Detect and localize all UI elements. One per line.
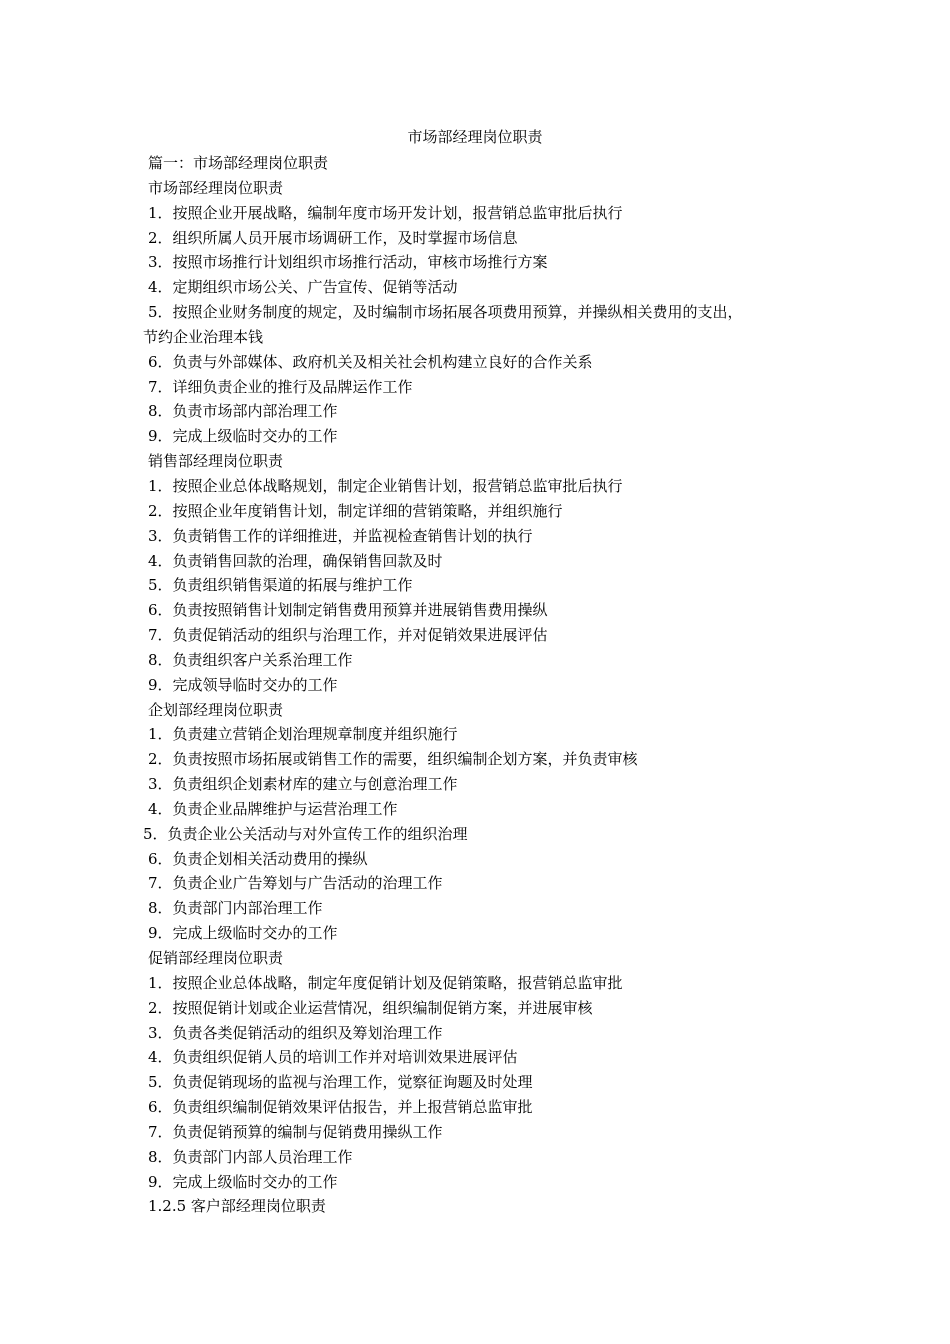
- list-item: 6．负责与外部媒体、政府机关及相关社会机构建立良好的合作关系: [148, 352, 593, 371]
- list-item: 6．负责组织编制促销效果评估报告，并上报营销总监审批: [148, 1098, 533, 1117]
- list-item: 1．负责建立营销企划治理规章制度并组织施行: [148, 725, 458, 744]
- list-item: 7．负责促销预算的编制与促销费用操纵工作: [148, 1122, 443, 1141]
- list-item: 5．负责企业公关活动与对外宣传工作的组织治理: [143, 824, 468, 843]
- section-heading-customer: 1.2.5 客户部经理岗位职责: [148, 1197, 326, 1216]
- section-heading-sales: 销售部经理岗位职责: [148, 452, 284, 471]
- section-heading-promotion: 促销部经理岗位职责: [148, 949, 284, 967]
- list-item: 4．负责组织促销人员的培训工作并对培训效果进展评估: [148, 1048, 518, 1067]
- list-item: 8．负责部门内部治理工作: [148, 899, 323, 918]
- list-item: 4．负责销售回款的治理，确保销售回款及时: [148, 551, 443, 570]
- list-item: 9．完成领导临时交办的工作: [148, 675, 338, 694]
- list-item: 8．负责市场部内部治理工作: [148, 402, 338, 421]
- list-item: 3．负责组织企划素材库的建立与创意治理工作: [148, 775, 458, 794]
- list-item: 7．负责促销活动的组织与治理工作，并对促销效果进展评估: [148, 626, 548, 645]
- list-item: 1．按照企业总体战略，制定年度促销计划及促销策略，报营销总监审批: [148, 973, 623, 992]
- list-item: 3．负责销售工作的详细推进，并监视检查销售计划的执行: [148, 526, 533, 545]
- document-title: 市场部经理岗位职责: [407, 128, 543, 146]
- list-item: 9．完成上级临时交办的工作: [148, 1172, 338, 1191]
- list-item: 8．负责组织客户关系治理工作: [148, 650, 353, 669]
- list-item: 8．负责部门内部人员治理工作: [148, 1147, 353, 1166]
- list-item: 5．负责促销现场的监视与治理工作，觉察征询题及时处理: [148, 1073, 533, 1092]
- list-item: 1．按照企业总体战略规划，制定企业销售计划，报营销总监审批后执行: [148, 476, 623, 495]
- list-item: 6．负责按照销售计划制定销售费用预算并进展销售费用操纵: [148, 601, 548, 620]
- list-item: 1．按照企业开展战略，编制年度市场开发计划，报营销总监审批后执行: [148, 203, 623, 222]
- list-item: 9．完成上级临时交办的工作: [148, 427, 338, 446]
- list-item-continuation: 节约企业治理本钱: [143, 327, 264, 346]
- list-item: 3．按照市场推行计划组织市场推行活动，审核市场推行方案: [148, 253, 548, 272]
- list-item: 2．按照企业年度销售计划，制定详细的营销策略，并组织施行: [148, 501, 563, 520]
- list-item: 5．负责组织销售渠道的拓展与维护工作: [148, 576, 413, 595]
- list-item: 7．详细负责企业的推行及品牌运作工作: [148, 377, 413, 396]
- list-item: 4．定期组织市场公关、广告宣传、促销等活动: [148, 278, 458, 297]
- list-item: 6．负责企划相关活动费用的操纵: [148, 849, 368, 868]
- list-item: 3．负责各类促销活动的组织及筹划治理工作: [148, 1023, 443, 1042]
- section-heading-marketing: 市场部经理岗位职责: [148, 178, 284, 197]
- heading-part-one: 篇一：市场部经理岗位职责: [148, 154, 329, 172]
- list-item: 2．组织所属人员开展市场调研工作，及时掌握市场信息: [148, 228, 518, 247]
- list-item: 2．按照促销计划或企业运营情况，组织编制促销方案，并进展审核: [148, 998, 593, 1017]
- list-item: 9．完成上级临时交办的工作: [148, 924, 338, 943]
- list-item: 5．按照企业财务制度的规定，及时编制市场拓展各项费用预算，并操纵相关费用的支出，: [148, 303, 743, 322]
- section-heading-planning: 企划部经理岗位职责: [148, 700, 284, 719]
- document-body: [143, 151, 838, 1219]
- list-item: 4．负责企业品牌维护与运营治理工作: [148, 799, 398, 818]
- list-item: 7．负责企业广告筹划与广告活动的治理工作: [148, 874, 443, 893]
- list-item: 2．负责按照市场拓展或销售工作的需要，组织编制企划方案，并负责审核: [148, 750, 638, 769]
